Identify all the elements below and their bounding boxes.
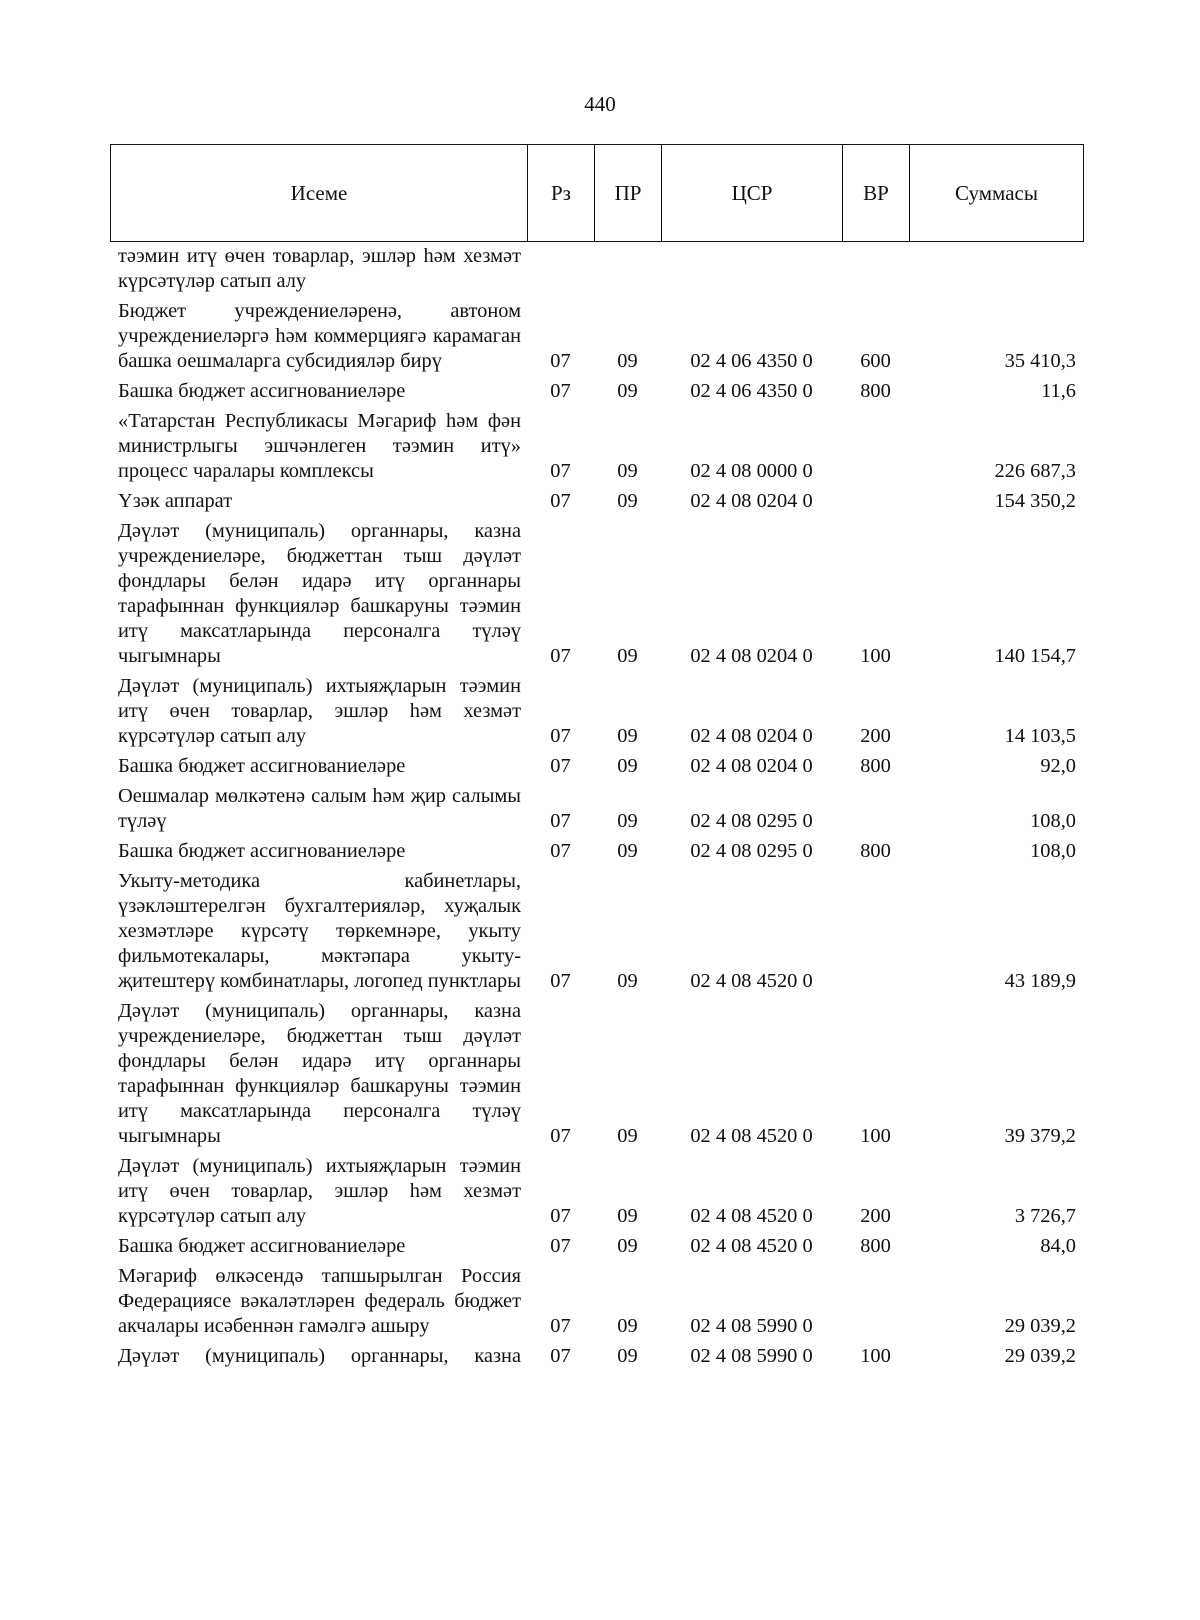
row-name: Дәүләт (муниципаль) ихтыяҗларын тәэмин итү өчен товарлар, эшләр һәм хезмәт күрсәтүләр сатып алу [118,675,521,747]
row-rz: 07 [550,460,571,482]
row-name: Башка бюджет ассигнованиеләре [118,1235,406,1257]
row-name: Дәүләт (муниципаль) органнары, казна [118,1345,521,1367]
row-vr: 800 [860,380,891,402]
row-rz: 07 [550,810,571,832]
table-row [110,409,1084,484]
row-name: тәэмин итү өчен товарлар, эшләр һәм хезмәт күрсәтүләр сатып алу [118,245,521,292]
row-pr: 09 [617,380,638,402]
row-csr: 02 4 08 0204 0 [690,725,813,747]
table-row [110,244,1084,294]
column-header-pr: ПР [595,145,662,241]
row-sum: 35 410,3 [1004,350,1076,372]
row-csr: 02 4 08 5990 0 [690,1345,813,1367]
row-sum: 226 687,3 [994,460,1076,482]
row-sum: 108,0 [1030,840,1076,862]
table-row [110,1154,1084,1229]
column-header-name: Исеме [111,145,528,241]
row-name: Укыту-методика кабинетлары, үзәкләштерелгән бухгалтерияләр, хуҗалык хезмәтләре күрсәтү төркемнәре, укыту фильмотекалары, мәктәпара укыту-җитештерү комбинатлары, логопед пунктлары [118,870,521,992]
table-row [110,999,1084,1149]
row-pr: 09 [617,1125,638,1147]
table-row [110,379,1084,404]
column-header-csr: ЦСР [662,145,843,241]
row-csr: 02 4 08 0204 0 [690,490,813,512]
row-csr: 02 4 08 0000 0 [690,460,813,482]
row-pr: 09 [617,1205,638,1227]
row-rz: 07 [550,350,571,372]
row-name: Дәүләт (муниципаль) ихтыяҗларын тәэмин итү өчен товарлар, эшләр һәм хезмәт күрсәтүләр сатып алу [118,1155,521,1227]
table-row [110,299,1084,374]
row-name: Бюджет учреждениеләренә, автоном учреждениеләргә һәм коммерциягә карамаган башка оешмаларга субсидияләр бирү [118,300,521,372]
row-pr: 09 [617,490,638,512]
row-sum: 11,6 [1041,380,1076,402]
table-row [110,839,1084,864]
row-pr: 09 [617,1345,638,1367]
row-name: Дәүләт (муниципаль) органнары, казна учреждениеләре, бюджеттан тыш дәүләт фондлары белән идарә итү органнары тарафыннан функцияләр башкаруны тәэмин итү максатларында персоналга түләү чыгымнары [118,1000,521,1147]
row-csr: 02 4 08 4520 0 [690,1235,813,1257]
row-pr: 09 [617,755,638,777]
row-name: Үзәк аппарат [118,490,233,512]
table-row [110,519,1084,669]
row-vr: 100 [860,645,891,667]
row-rz: 07 [550,380,571,402]
table-row [110,1264,1084,1339]
row-csr: 02 4 08 0204 0 [690,645,813,667]
row-name: Оешмалар мөлкәтенә салым һәм җир салымы түләү [118,785,521,832]
row-sum: 29 039,2 [1004,1345,1076,1367]
row-name: Мәгариф өлкәсендә тапшырылган Россия Федерациясе вәкаләтләрен федераль бюджет акчалары исәбеннән гамәлгә ашыру [118,1265,521,1337]
row-csr: 02 4 08 5990 0 [690,1315,813,1337]
table-row [110,869,1084,994]
table-row [110,1234,1084,1259]
row-vr: 800 [860,1235,891,1257]
row-csr: 02 4 08 4520 0 [690,1125,813,1147]
row-rz: 07 [550,1345,571,1367]
row-csr: 02 4 08 4520 0 [690,1205,813,1227]
row-name: Башка бюджет ассигнованиеләре [118,840,406,862]
column-header-rz: Рз [528,145,595,241]
column-header-sum: Суммасы [955,180,1038,205]
row-rz: 07 [550,490,571,512]
row-rz: 07 [550,840,571,862]
row-rz: 07 [550,755,571,777]
table-row [110,1344,1084,1369]
row-sum: 29 039,2 [1004,1315,1076,1337]
table-row [110,674,1084,749]
row-name: Дәүләт (муниципаль) органнары, казна учреждениеләре, бюджеттан тыш дәүләт фондлары белән идарә итү органнары тарафыннан функцияләр башкаруны тәэмин итү максатларында персоналга түләү чыгымнары [118,520,521,667]
row-rz: 07 [550,645,571,667]
row-rz: 07 [550,725,571,747]
row-vr: 200 [860,1205,891,1227]
row-vr: 600 [860,350,891,372]
row-pr: 09 [617,840,638,862]
row-sum: 14 103,5 [1004,725,1076,747]
table-body [110,244,1084,1374]
row-csr: 02 4 08 0295 0 [690,810,813,832]
row-pr: 09 [617,645,638,667]
row-name: Башка бюджет ассигнованиеләре [118,755,406,777]
row-sum: 92,0 [1040,755,1076,777]
row-rz: 07 [550,1235,571,1257]
row-pr: 09 [617,1315,638,1337]
row-sum: 3 726,7 [1014,1205,1076,1227]
row-csr: 02 4 08 0295 0 [690,840,813,862]
table-header [110,144,1084,242]
row-vr: 100 [860,1125,891,1147]
row-csr: 02 4 06 4350 0 [690,350,813,372]
row-sum: 43 189,9 [1004,970,1076,992]
row-name: Башка бюджет ассигнованиеләре [118,380,406,402]
row-pr: 09 [617,810,638,832]
row-csr: 02 4 08 0204 0 [690,755,813,777]
row-rz: 07 [550,970,571,992]
column-header-vr: ВР [843,145,910,241]
row-name: «Татарстан Республикасы Мәгариф һәм фән министрлыгы эшчәнлеген тәэмин итү» процесс чаралары комплексы [118,410,521,482]
page-number: 440 [584,92,616,116]
table-row [110,489,1084,514]
row-pr: 09 [617,350,638,372]
row-csr: 02 4 06 4350 0 [690,380,813,402]
row-pr: 09 [617,1235,638,1257]
table-row [110,754,1084,779]
row-vr: 800 [860,840,891,862]
row-pr: 09 [617,970,638,992]
row-sum: 140 154,7 [994,645,1076,667]
row-pr: 09 [617,725,638,747]
row-csr: 02 4 08 4520 0 [690,970,813,992]
row-sum: 154 350,2 [994,490,1076,512]
row-pr: 09 [617,460,638,482]
row-rz: 07 [550,1125,571,1147]
row-vr: 200 [860,725,891,747]
row-rz: 07 [550,1205,571,1227]
table-row [110,784,1084,834]
row-sum: 39 379,2 [1004,1125,1076,1147]
row-rz: 07 [550,1315,571,1337]
row-sum: 108,0 [1030,810,1076,832]
row-sum: 84,0 [1040,1235,1076,1257]
row-vr: 100 [860,1345,891,1367]
row-vr: 800 [860,755,891,777]
